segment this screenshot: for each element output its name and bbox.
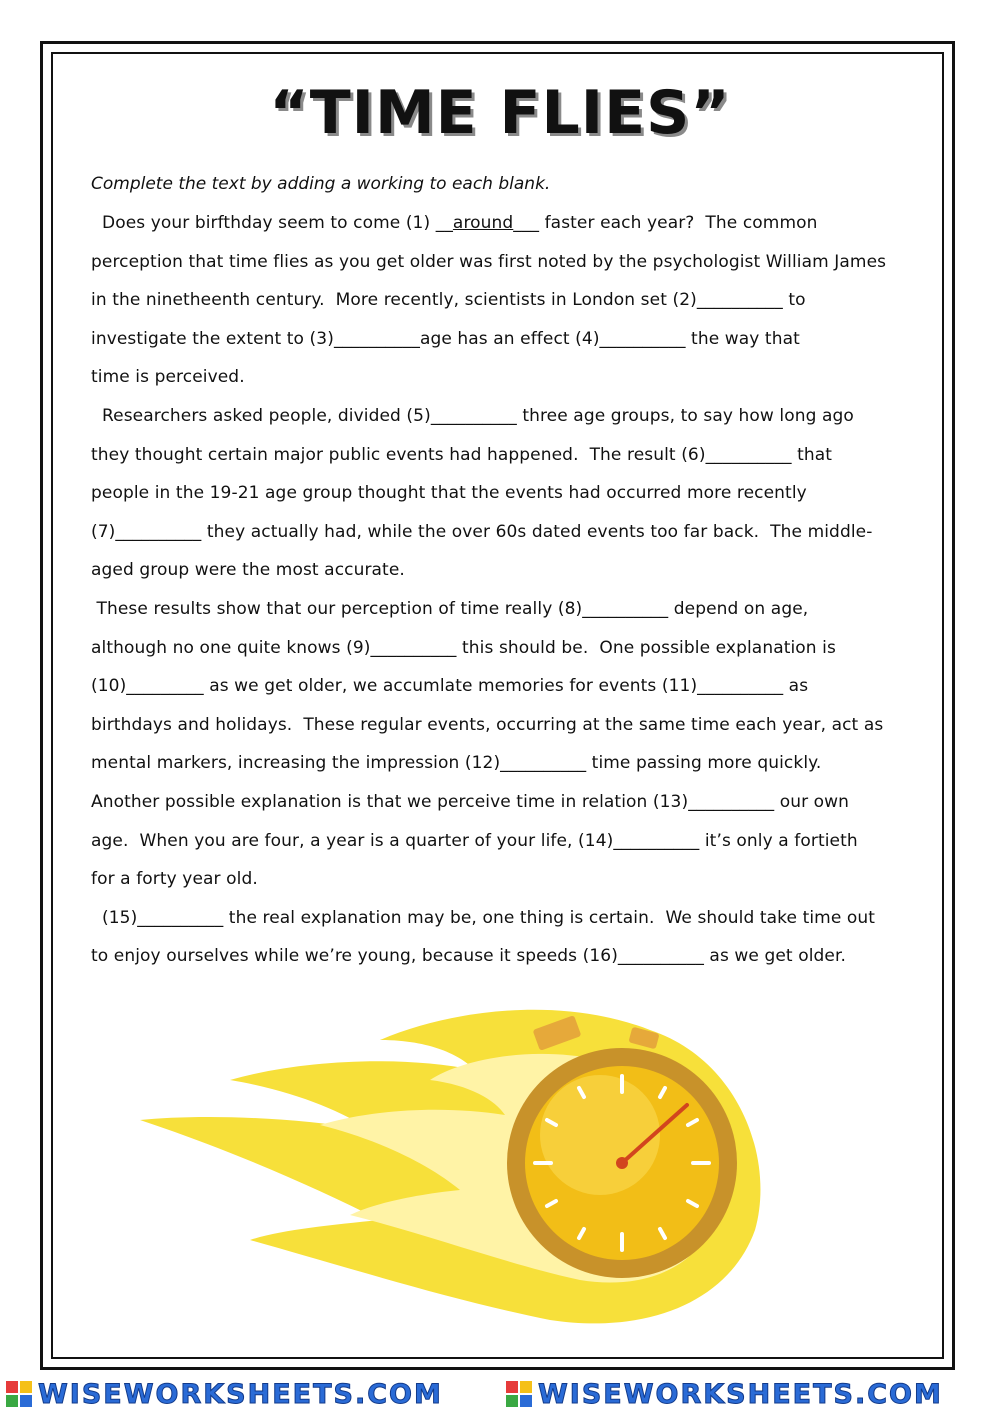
line-text: (7)__________ they actually had, while the over 60s dated events too far back. The middle- (91, 521, 873, 542)
line-text: time is perceived. (91, 367, 245, 388)
line-text: perception that time flies as you get older was first noted by the psychologist William James (91, 251, 887, 272)
line-text: Does your birfthday seem to come (1) __ (91, 213, 453, 233)
passage-line (91, 483, 807, 503)
passage-line (91, 445, 832, 465)
passage-line (91, 522, 872, 542)
brand-text: WISEWORKSHEETS.COM (538, 1378, 943, 1410)
passage-line (91, 560, 405, 580)
passage-line (91, 831, 858, 851)
line-text: to enjoy ourselves while we’re young, because it speeds (16)__________ as we get older. (91, 946, 847, 967)
passage-line (91, 792, 849, 812)
footer-brand-left (6, 1377, 443, 1411)
line-text: although no one quite knows (9)__________ this should be. One possible explanation is (91, 637, 836, 658)
line-text: birthdays and holidays. These regular events, occurring at the same time each year, act as (91, 714, 884, 735)
passage-line (91, 638, 836, 658)
line-text: Another possible explanation is that we perceive time in relation (13)__________ our own (91, 792, 850, 812)
passage-line (91, 213, 818, 233)
passage-line (91, 676, 808, 696)
footer-watermark (0, 1377, 1000, 1411)
passage-line (91, 599, 808, 619)
line-text: (10)_________ as we get older, we accumlate memories for events (11)__________ as (91, 676, 809, 697)
brand-logo-icon (506, 1381, 532, 1407)
line-text: ___ faster each year? The common (513, 213, 818, 233)
brand-logo-icon (6, 1381, 32, 1407)
line-text: they thought certain major public events had happened. The result (6)__________ that (91, 444, 833, 465)
line-text: Researchers asked people, divided (5)__________ three age groups, to say how long ago (91, 406, 854, 426)
line-text: These results show that our perception of time really (8)__________ depend on age, (91, 599, 809, 619)
flaming-stopwatch-illustration (130, 1000, 770, 1330)
line-text: (15)__________ the real explanation may be, one thing is certain. We should take time out (91, 907, 876, 928)
line-text: for a forty year old. (91, 869, 258, 890)
line-text: mental markers, increasing the impression (12)__________ time passing more quickly. (91, 753, 822, 774)
passage-line (91, 252, 886, 272)
line-text: in the ninetheenth century. More recently, scientists in London set (2)__________ to (91, 290, 806, 311)
line-text: people in the 19-21 age group thought that the events had occurred more recently (91, 483, 807, 504)
line-text: investigate the extent to (3)__________age has an effect (4)__________ the way that (91, 328, 800, 349)
line-text: aged group were the most accurate. (91, 560, 405, 581)
passage-line (91, 715, 883, 735)
passage-line (91, 869, 258, 889)
passage-line (91, 946, 846, 966)
stopwatch-center (616, 1157, 628, 1169)
worksheet-title: “TIME FLIES” (269, 78, 731, 148)
line-text: age. When you are four, a year is a quarter of your life, (14)__________ it’s only a fortieth (91, 830, 858, 851)
passage-line (91, 908, 875, 928)
passage-line (91, 406, 854, 426)
passage-line (91, 753, 821, 773)
example-answer: around (452, 213, 514, 233)
brand-text: WISEWORKSHEETS.COM (38, 1378, 443, 1410)
passage-line (91, 367, 245, 387)
footer-brand-right (506, 1377, 943, 1411)
passage-line (91, 329, 800, 349)
passage-line (91, 290, 806, 310)
stopwatch-face-highlight (540, 1075, 660, 1195)
instructions: Complete the text by adding a working to each blank. (91, 174, 551, 194)
